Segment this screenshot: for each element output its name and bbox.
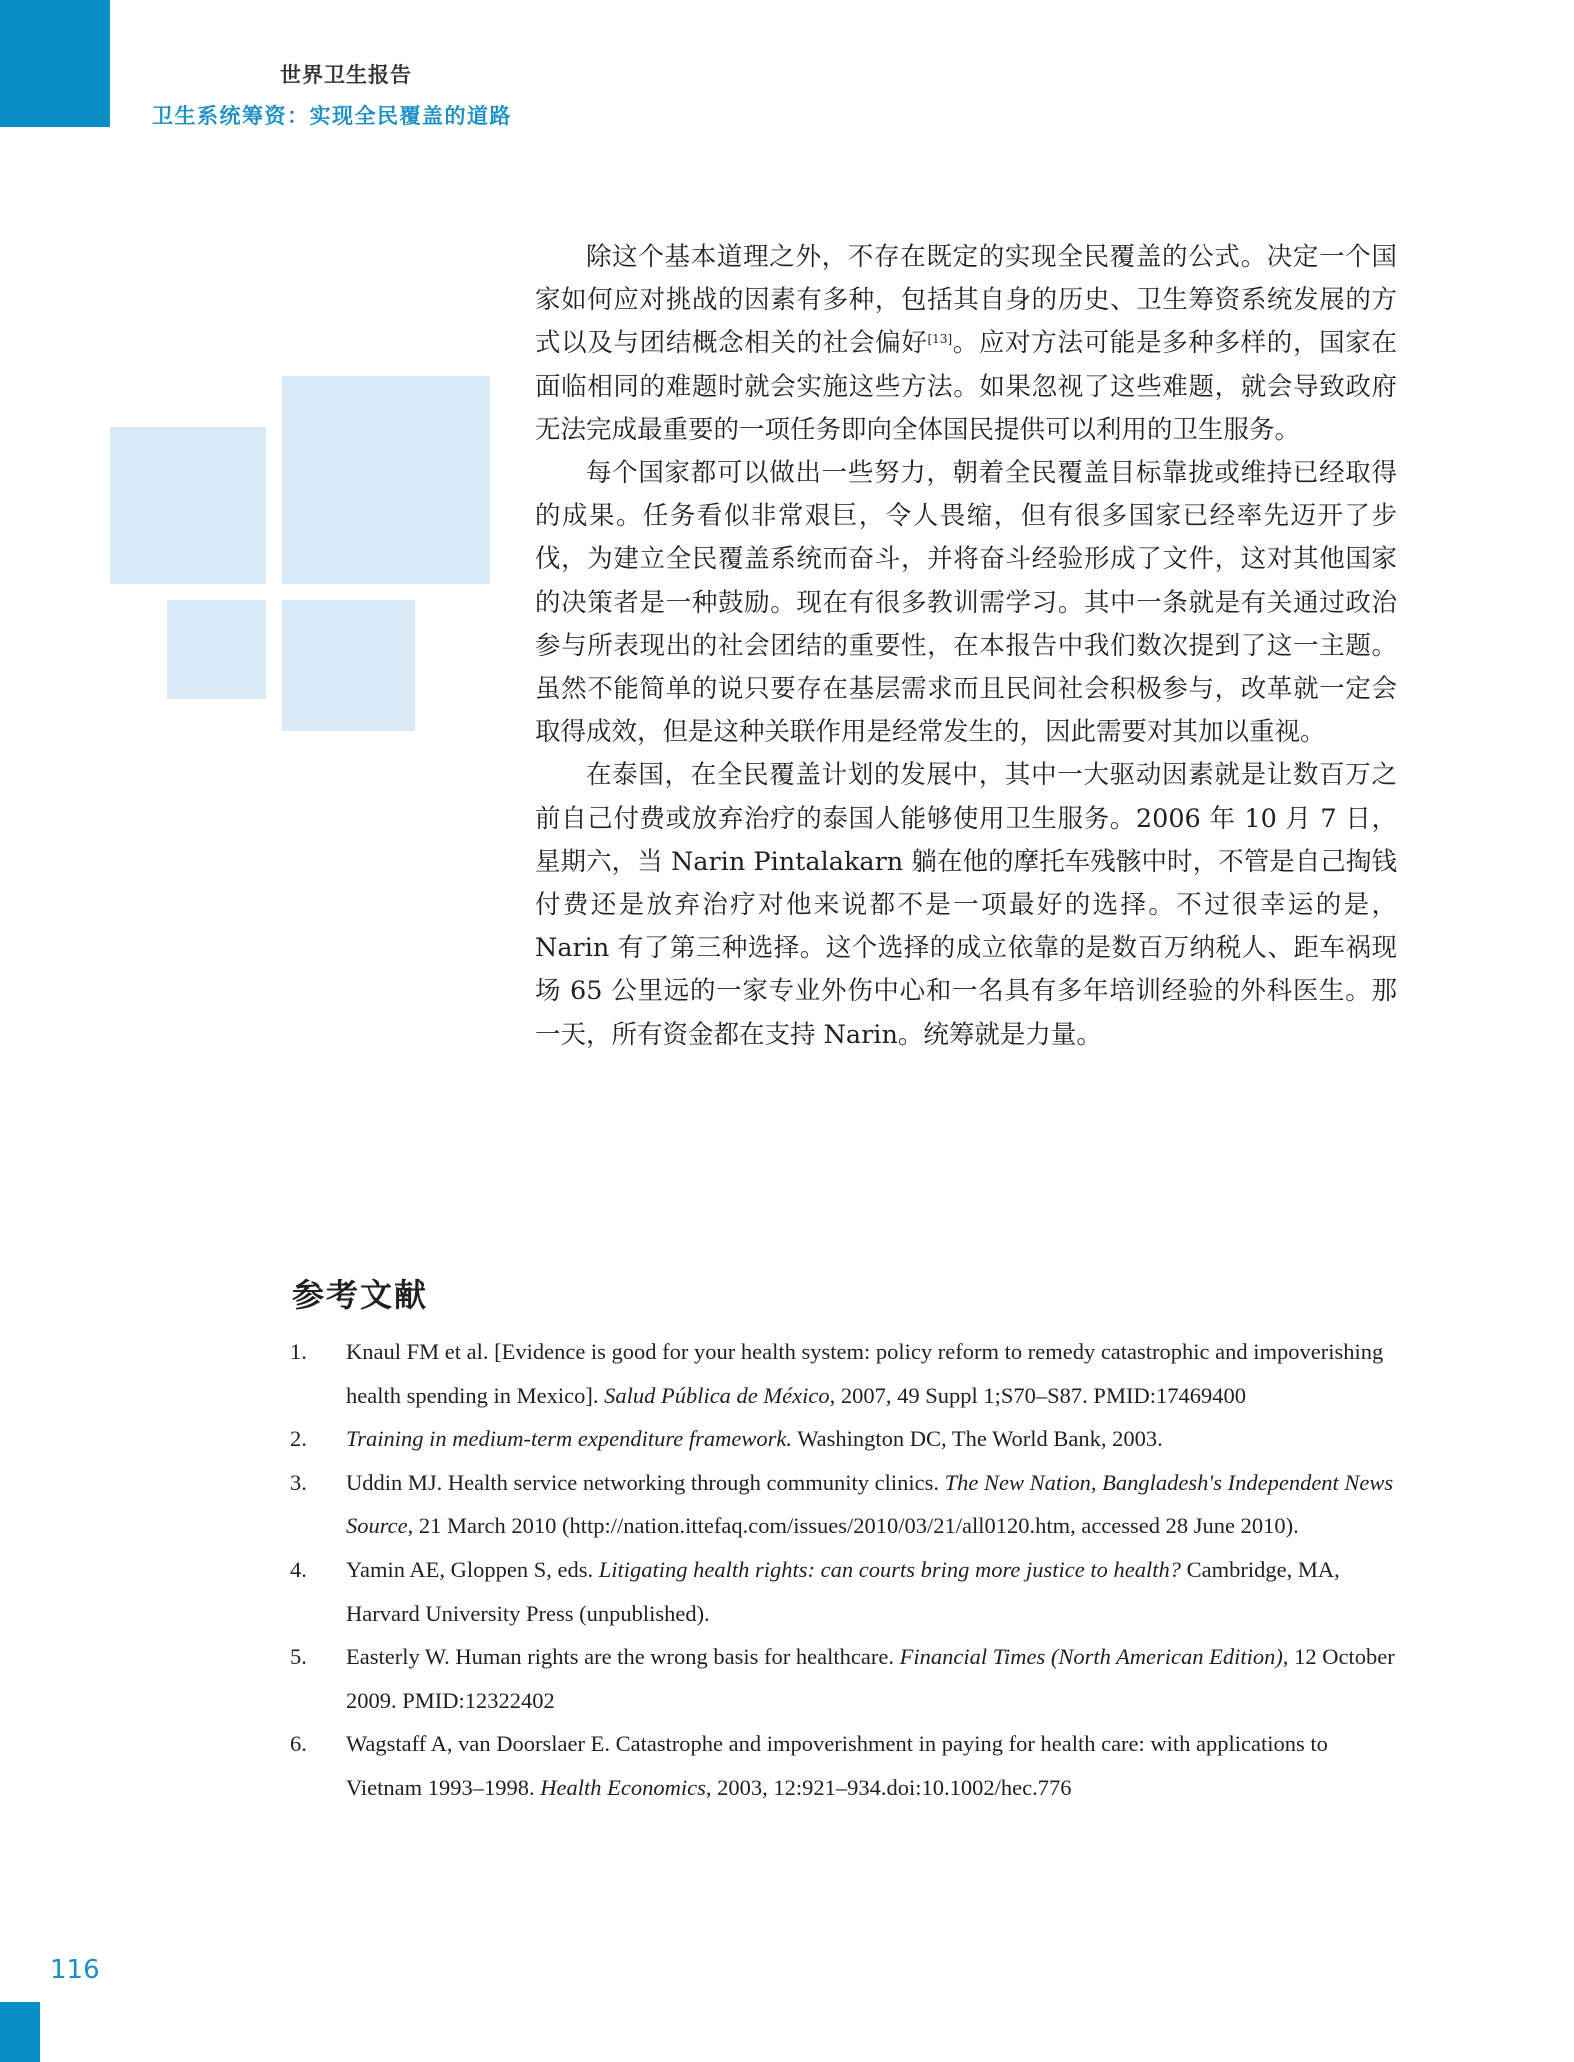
reference-item [290,1417,1396,1461]
paragraph-text: 除这个基本道理之外，不存在既定的实现全民覆盖的公式。决定一个国家如何应对挑战的因素有多种，包括其自身的历史、卫生筹资系统发展的方式以及与团结概念相关的社会偏好 [535,242,1397,359]
reference-text: Yamin AE, Gloppen S, eds. [346,1556,599,1582]
reference-text: Uddin MJ. Health service networking through community clinics. [346,1469,945,1495]
reference-number: 5. [290,1644,307,1670]
reference-source: Training in medium-term expenditure framework. [346,1426,792,1452]
reference-number: 6. [290,1731,307,1757]
reference-number: 1. [290,1339,307,1364]
body-paragraph: 在泰国，在全民覆盖计划的发展中，其中一大驱动因素就是让数百万之前自己付费或放弃治疗的泰国人能够使用卫生服务。2006 年 10 月 7 日，星期六，当 Narin Pintalakarn 躺在他的摩托车残骸中时，不管是自己掏钱付费还是放弃治疗对他来说都不是一项最好的选择。不过很幸运的是，Narin 有了第三种选择。这个选择的成立依靠的是数百万纳税人、距车祸现场 65 公里远的一家专业外伤中心和一名具有多年培训经验的外科医生。那一天，所有资金都在支持 Narin。统筹就是力量。 [535,760,1397,1050]
reference-source: Financial Times (North American Edition) [899,1644,1283,1670]
decorative-square [167,600,266,699]
body-paragraph: 每个国家都可以做出一些努力，朝着全民覆盖目标靠拢或维持已经取得的成果。任务看似非常艰巨，令人畏缩，但有很多国家已经率先迈开了步伐，为建立全民覆盖系统而奋斗，并将奋斗经验形成了文件，这对其他国家的决策者是一种鼓励。现在有很多教训需学习。其中一条就是有关通过政治参与所表现出的社会团结的重要性，在本报告中我们数次提到了这一主题。虽然不能简单的说只要存在基层需求而且民间社会积极参与，改革就一定会取得成效，但是这种关联作用是经常发生的，因此需要对其加以重视。 [535,458,1397,748]
reference-text: Washington DC, The World Bank, 2003. [792,1426,1163,1452]
body-text [535,236,1397,1057]
reference-text: , 21 March 2010 (http://nation.ittefaq.com/issues/2010/03/21/all0120.htm, accessed 28 June 2010). [407,1513,1299,1539]
report-title: 世界卫生报告 [280,63,412,87]
reference-text: Wagstaff A, van Doorslaer E. Catastrophe and impoverishment in paying for health care: with applications to Vietnam 1993–1998. [346,1731,1328,1800]
reference-text: Easterly W. Human rights are the wrong basis for healthcare. [346,1644,900,1670]
references-heading: 参考文献 [292,1276,429,1314]
reference-item [290,1330,1396,1417]
reference-text: Knaul FM et al. [Evidence is good for your health system: policy reform to remedy catastrophic and impoverishing health spending in Mexico]. [346,1339,1384,1408]
decorative-square [282,376,490,584]
references-list [290,1330,1396,1810]
reference-item [290,1461,1396,1548]
reference-source: Litigating health rights: can courts bring more justice to health? [598,1556,1181,1582]
body-paragraph [535,236,1397,452]
reference-source: The New Nation, Bangladesh's Independent News Source [346,1469,1394,1539]
report-subtitle: 卫生系统筹资：实现全民覆盖的道路 [152,104,512,128]
header-accent-block [0,0,110,127]
reference-item [290,1635,1396,1722]
reference-source: Salud Pública de México [604,1382,830,1408]
reference-item [290,1722,1396,1809]
reference-text: , 2007, 49 Suppl 1;S70–S87. PMID:17469400 [829,1382,1246,1408]
reference-text: , 12 October 2009. PMID:12322402 [346,1644,1395,1713]
citation-link[interactable]: [13] [927,332,953,347]
footer-accent-block [0,2002,40,2062]
reference-number: 3. [290,1469,307,1495]
page-number: 116 [50,1955,100,1985]
reference-text: Cambridge, MA, Harvard University Press (unpublished). [346,1556,1340,1626]
paragraph-text: 。应对方法可能是多种多样的，国家在面临相同的难题时就会实施这些方法。如果忽视了这些难题，就会导致政府无法完成最重要的一项任务即向全体国民提供可以利用的卫生服务。 [535,328,1397,445]
reference-item [290,1548,1396,1635]
reference-source: Health Economics [540,1774,706,1800]
reference-number: 4. [290,1556,307,1582]
decorative-square [110,427,266,584]
decorative-square [282,600,415,731]
reference-number: 2. [290,1426,307,1452]
reference-text: , 2003, 12:921–934.doi:10.1002/hec.776 [705,1774,1072,1800]
